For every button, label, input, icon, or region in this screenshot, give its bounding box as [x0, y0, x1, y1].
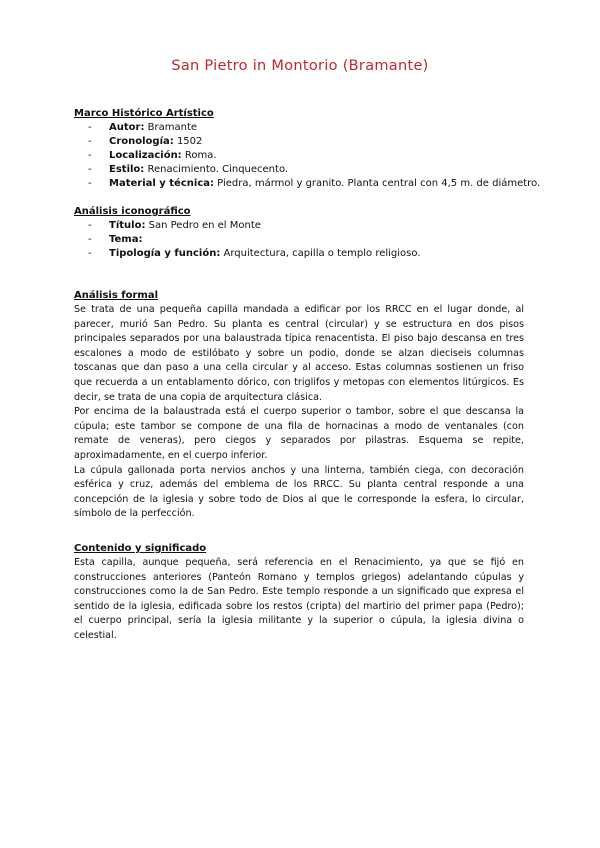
marco-list — [88, 121, 540, 191]
paragraph: Se trata de una pequeña capilla mandada a edificar por los RRCC en el lugar donde, al parecer, murió San Pedro. Su planta es central (circular) y se estructura en dos pisos principales separados por una balaustrada típica renacentista. El piso bajo descansa en tres escalones a modo de estilóbato y sobre un podio, donde se alzan dieciseis columnas toscanas que dan paso a una cella circular y al acceso. Estas columnas sostienen un friso que recuerda a un entablamento dórico, con triglifos y metopas con elementos litúrgicos. Es decir, se trata de una copia de arquitectura clásica. — [74, 304, 524, 403]
section-heading-marco: Marco Histórico Artístico — [74, 108, 214, 119]
item-value: San Pedro en el Monte — [145, 220, 261, 231]
list-item: - Localización: Roma. — [88, 150, 217, 161]
iconografico-list — [88, 219, 421, 261]
item-label: Cronología: — [109, 136, 174, 147]
item-value: Bramante — [144, 122, 198, 133]
contenido-text — [74, 556, 524, 644]
item-label: Autor: — [109, 122, 145, 133]
paragraph: Por encima de la balaustrada está el cuerpo superior o tambor, sobre el que descansa la cúpula; este tambor se compone de una fila de hornacinas a modo de ventanales (con remate de veneras), pero ciegos y separados por pilastras. Esquema se repite, aproximadamente, en el cuerpo inferior. — [74, 406, 524, 461]
item-label: Tipología y función: — [109, 248, 221, 259]
page-title: San Pietro in Montorio (Bramante) — [171, 58, 429, 74]
section-heading-formal: Análisis formal — [74, 290, 159, 301]
item-label: Localización: — [109, 150, 182, 161]
list-item: - Tipología y función: Arquitectura, capilla o templo religioso. — [88, 248, 421, 259]
item-value: Roma. — [181, 150, 217, 161]
item-value: Renacimiento. Cinquecento. — [144, 164, 289, 175]
formal-text — [74, 303, 524, 522]
item-value: Piedra, mármol y granito. Planta central con 4,5 m. de diámetro. — [214, 178, 541, 189]
list-item: - Cronología: 1502 — [88, 136, 203, 147]
item-label: Título: — [109, 220, 146, 231]
list-item: - Tema: — [88, 234, 143, 245]
paragraph: La cúpula gallonada porta nervios anchos y una linterna, también ciega, con decoración esférica y cruz, además del emblema de los RRCC. Su planta central responde a una concepción de la iglesia y sobre todo de Dios al que le corresponde la esfera, lo circular, símbolo de la perfección. — [74, 464, 524, 520]
list-item: - Autor: Bramante — [88, 122, 198, 133]
list-item: - Material y técnica: Piedra, mármol y granito. Planta central con 4,5 m. de diámetro. — [88, 178, 541, 189]
paragraph: Esta capilla, aunque pequeña, será referencia en el Renacimiento, ya que se fijó en construcciones anteriores (Panteón Romano y templos griegos) adelantando cúpulas y construcciones como la de San Pedro. Este templo responde a un significado que expresa el sentido de la iglesia, edificada sobre los restos (cripta) del martirio del primer papa (Pedro); el cuerpo principal, sería la iglesia militante y la superior o cúpula, la iglesia divina o celestial. — [74, 557, 524, 641]
list-item: - Título: San Pedro en el Monte — [88, 220, 261, 231]
list-item: - Estilo: Renacimiento. Cinquecento. — [88, 164, 289, 175]
item-value: Arquitectura, capilla o templo religioso. — [220, 248, 421, 259]
item-label: Tema: — [109, 234, 143, 245]
item-label: Material y técnica: — [109, 178, 214, 189]
section-heading-iconografico: Análisis iconográfico — [74, 206, 191, 217]
item-label: Estilo: — [109, 164, 145, 175]
section-heading-contenido: Contenido y significado — [74, 543, 207, 554]
item-value: 1502 — [173, 136, 203, 147]
